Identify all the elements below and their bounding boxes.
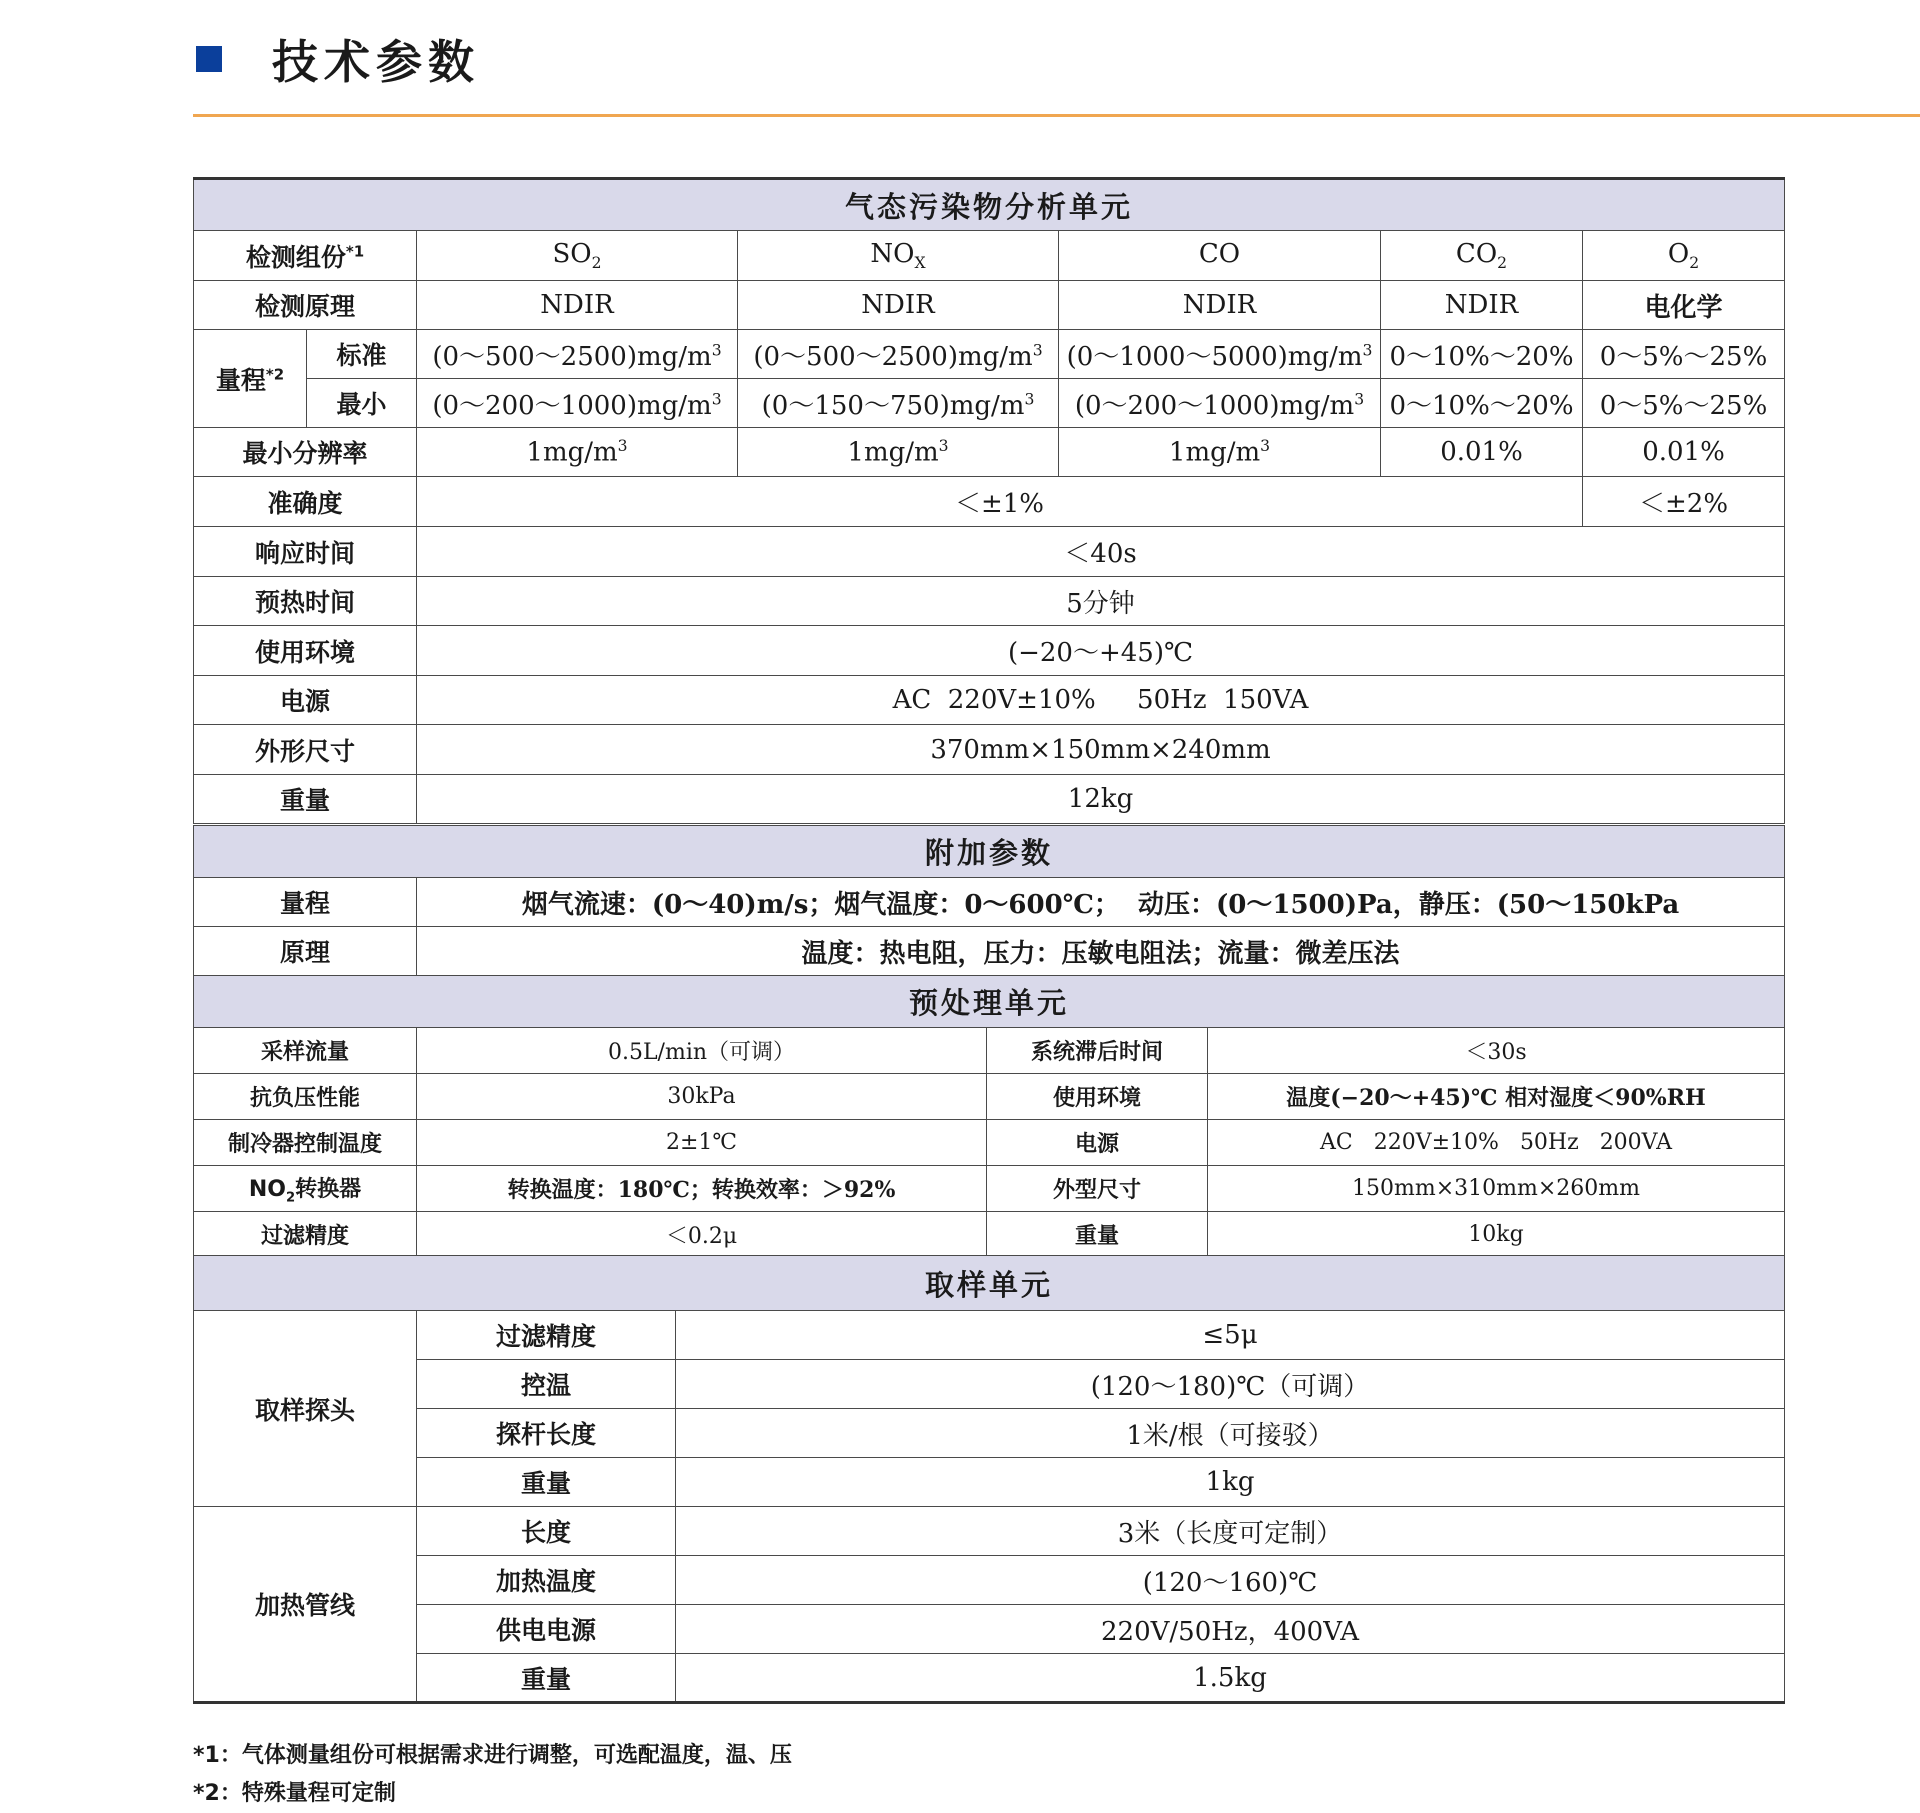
additional-principle-label: 原理 [194, 927, 417, 976]
probe-row-value: ≤5μ [676, 1311, 1785, 1360]
standard-range-cell: 0～5%～25% [1583, 330, 1785, 379]
resolution-cell: $1mg/m^3$ [738, 428, 1059, 477]
min-range-cell: $(0\sim 200\sim 1000)mg/m^3$ [417, 379, 738, 428]
probe-row-label: 过滤精度 [417, 1311, 676, 1360]
pretreat-value: 0.5L/min（可调） [417, 1028, 987, 1074]
pretreat-label: 外型尺寸 [987, 1166, 1208, 1212]
env-value: (−20～+45)℃ [417, 626, 1785, 676]
pretreat-label: 使用环境 [987, 1074, 1208, 1120]
probe-row-label: 控温 [417, 1360, 676, 1409]
pretreat-value: 转换温度：180℃；转换效率：＞92% [417, 1166, 987, 1212]
min-range-cell: 0～10%～20% [1381, 379, 1583, 428]
probe-row-label: 重量 [417, 1458, 676, 1507]
pretreat-label: $NO_2$转换器 [194, 1166, 417, 1212]
pretreat-heading: 预处理单元 [194, 976, 1785, 1028]
additional-range-value: 烟气流速：(0～40)m/s；烟气温度：0～600℃； 动压：(0～1500)Pa，静压：(50～150kPa [417, 878, 1785, 927]
heated-line-label: 加热管线 [194, 1507, 417, 1703]
additional-params-table [193, 825, 1785, 976]
accuracy-label: 准确度 [194, 477, 417, 527]
range-label: 量程$^{*2}$ [194, 330, 307, 428]
principle-cell: 电化学 [1583, 281, 1785, 330]
footnote: *1：气体测量组份可根据需求进行调整，可选配温度，温、压 [193, 1743, 792, 1768]
min-range-cell: $(0\sim 200\sim 1000)mg/m^3$ [1059, 379, 1381, 428]
pretreat-label: 抗负压性能 [194, 1074, 417, 1120]
size-label: 外形尺寸 [194, 725, 417, 775]
additional-heading: 附加参数 [194, 826, 1785, 878]
title-row [196, 24, 480, 94]
line-row-label: 加热温度 [417, 1556, 676, 1605]
pretreat-value: 10kg [1208, 1212, 1785, 1258]
principle-cell: NDIR [1381, 281, 1583, 330]
pretreat-value: 30kPa [417, 1074, 987, 1120]
preheat-label: 预热时间 [194, 577, 417, 626]
line-row-value: (120～160)℃ [676, 1556, 1785, 1605]
env-label: 使用环境 [194, 626, 417, 676]
component-cell: $O_2$ [1583, 231, 1785, 281]
pretreatment-table [193, 975, 1785, 1258]
weight-label: 重量 [194, 775, 417, 824]
gas-unit-heading: 气态污染物分析单元 [194, 179, 1785, 231]
page-title: 技术参数 [272, 35, 480, 89]
pretreat-label: 系统滞后时间 [987, 1028, 1208, 1074]
pretreat-value: ＜30s [1208, 1028, 1785, 1074]
principle-cell: NDIR [738, 281, 1059, 330]
pretreat-label: 重量 [987, 1212, 1208, 1258]
line-row-label: 长度 [417, 1507, 676, 1556]
component-label: 检测组份$^{*1}$ [194, 231, 417, 281]
preheat-value: 5分钟 [417, 577, 1785, 626]
section-marker-icon [196, 46, 222, 72]
footnote: *2：特殊量程可定制 [193, 1781, 396, 1806]
standard-range-cell: $(0\sim 1000\sim 5000)mg/m^3$ [1059, 330, 1381, 379]
gas-analysis-table [193, 177, 1785, 824]
sampling-heading: 取样单元 [194, 1256, 1785, 1311]
pretreat-label: 制冷器控制温度 [194, 1120, 417, 1166]
power-label: 电源 [194, 676, 417, 725]
component-cell: CO [1059, 231, 1381, 281]
line-row-value: 3米（长度可定制） [676, 1507, 1785, 1556]
line-row-value: 220V/50Hz，400VA [676, 1605, 1785, 1654]
pretreat-value: ＜0.2μ [417, 1212, 987, 1258]
min-label: 最小 [307, 379, 417, 428]
principle-cell: NDIR [417, 281, 738, 330]
additional-principle-value: 温度：热电阻，压力：压敏电阻法；流量：微差压法 [417, 927, 1785, 976]
size-value: 370mm×150mm×240mm [417, 725, 1785, 775]
probe-row-value: 1kg [676, 1458, 1785, 1507]
title-divider [193, 114, 1920, 117]
resolution-cell: 0.01% [1381, 428, 1583, 477]
pretreat-value: 温度(−20～+45)℃ 相对湿度＜90%RH [1208, 1074, 1785, 1120]
pretreat-value: 2±1℃ [417, 1120, 987, 1166]
accuracy-o2-value: ＜±2% [1583, 477, 1785, 527]
principle-label: 检测原理 [194, 281, 417, 330]
min-range-cell: $(0\sim 150\sim 750)mg/m^3$ [738, 379, 1059, 428]
principle-cell: NDIR [1059, 281, 1381, 330]
probe-label: 取样探头 [194, 1311, 417, 1507]
standard-range-cell: $(0\sim 500\sim 2500)mg/m^3$ [417, 330, 738, 379]
additional-range-label: 量程 [194, 878, 417, 927]
pretreat-value: 150mm×310mm×260mm [1208, 1166, 1785, 1212]
component-cell: $NO_X$ [738, 231, 1059, 281]
probe-row-value: (120～180)℃（可调） [676, 1360, 1785, 1409]
line-row-label: 供电电源 [417, 1605, 676, 1654]
sampling-table [193, 1255, 1785, 1704]
component-cell: $CO_2$ [1381, 231, 1583, 281]
pretreat-label: 过滤精度 [194, 1212, 417, 1258]
pretreat-label: 采样流量 [194, 1028, 417, 1074]
pretreat-label: 电源 [987, 1120, 1208, 1166]
response-label: 响应时间 [194, 527, 417, 577]
standard-range-cell: $(0\sim 500\sim 2500)mg/m^3$ [738, 330, 1059, 379]
min-range-cell: 0～5%～25% [1583, 379, 1785, 428]
standard-label: 标准 [307, 330, 417, 379]
resolution-label: 最小分辨率 [194, 428, 417, 477]
line-row-label: 重量 [417, 1654, 676, 1703]
accuracy-value: ＜±1% [417, 477, 1583, 527]
resolution-cell: $1mg/m^3$ [1059, 428, 1381, 477]
line-row-value: 1.5kg [676, 1654, 1785, 1703]
component-cell: $SO_2$ [417, 231, 738, 281]
weight-value: 12kg [417, 775, 1785, 824]
response-value: ＜40s [417, 527, 1785, 577]
footnotes [193, 1737, 792, 1813]
pretreat-value: AC 220V±10% 50Hz 200VA [1208, 1120, 1785, 1166]
resolution-cell: $1mg/m^3$ [417, 428, 738, 477]
probe-row-value: 1米/根（可接驳） [676, 1409, 1785, 1458]
power-value: AC 220V±10% 50Hz 150VA [417, 676, 1785, 725]
standard-range-cell: 0～10%～20% [1381, 330, 1583, 379]
resolution-cell: 0.01% [1583, 428, 1785, 477]
probe-row-label: 探杆长度 [417, 1409, 676, 1458]
